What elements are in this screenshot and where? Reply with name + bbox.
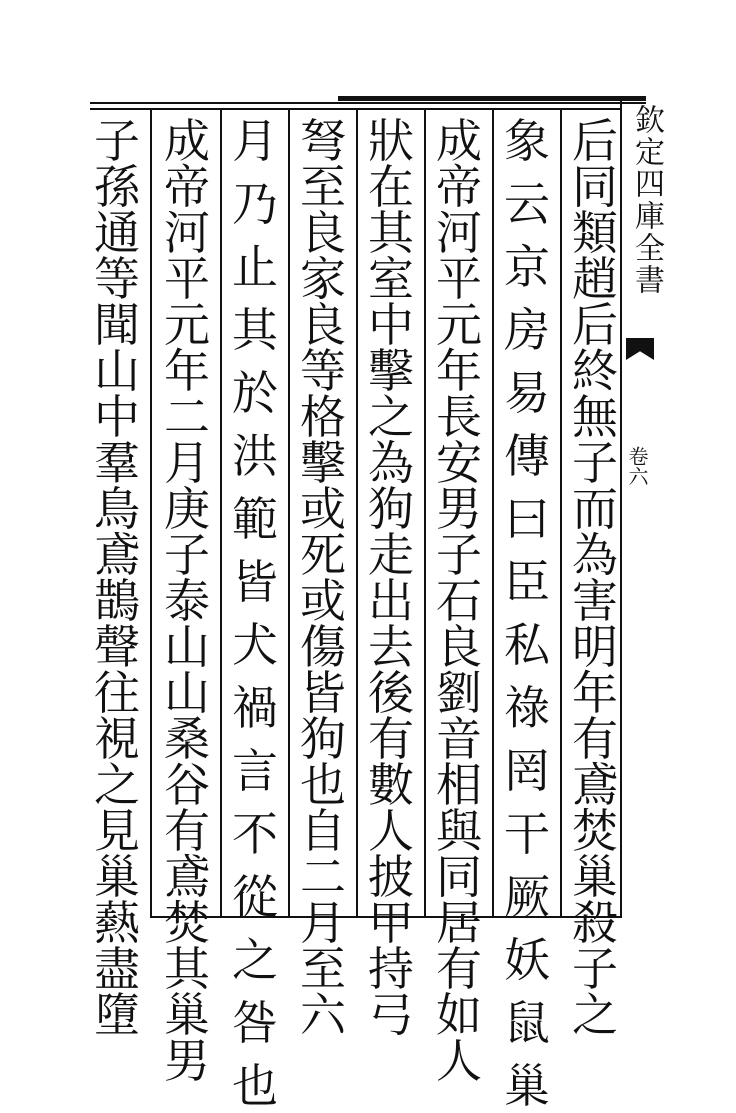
- text-column-3: [430, 114, 488, 1088]
- column-divider: [288, 108, 290, 916]
- column-character: 有: [436, 942, 482, 996]
- column-divider: [492, 108, 494, 916]
- column-character: 男: [436, 482, 482, 536]
- column-character: 子: [94, 114, 140, 168]
- column-character: 終: [572, 344, 618, 398]
- column-character: 之: [572, 988, 618, 1042]
- column-character: 后: [572, 114, 618, 168]
- column-character: 音: [436, 712, 482, 766]
- column-character: 狀: [368, 114, 414, 168]
- text-column-5: [294, 114, 352, 1042]
- fishtail-mark: [626, 338, 654, 360]
- column-character: 孫: [94, 160, 140, 214]
- column-character: 相: [436, 758, 482, 812]
- column-character: 巢: [94, 850, 140, 904]
- column-character: 視: [94, 712, 140, 766]
- column-character: 為: [368, 436, 414, 490]
- column-character: 月: [232, 114, 278, 168]
- column-character: 無: [572, 390, 618, 444]
- column-character: 后: [572, 298, 618, 352]
- column-character: 出: [368, 574, 414, 628]
- column-character: 咎: [232, 996, 278, 1050]
- column-character: 成: [164, 114, 210, 168]
- column-character: 河: [164, 206, 210, 260]
- column-character: 至: [300, 942, 346, 996]
- column-character: 私: [504, 618, 550, 672]
- text-column-1: [566, 114, 624, 1042]
- column-character: 巢: [572, 850, 618, 904]
- column-character: 居: [436, 896, 482, 950]
- column-character: 如: [436, 988, 482, 1042]
- margin-book-title: 欽定四庫全書: [629, 104, 664, 296]
- column-character: 泰: [164, 574, 210, 628]
- column-character: 云: [504, 177, 550, 231]
- column-character: 平: [436, 252, 482, 306]
- column-character: 良: [300, 206, 346, 260]
- column-character: 走: [368, 528, 414, 582]
- column-character: 年: [164, 344, 210, 398]
- column-character: 後: [368, 666, 414, 720]
- column-character: 平: [164, 252, 210, 306]
- column-character: 甲: [368, 896, 414, 950]
- column-character: 中: [94, 390, 140, 444]
- column-character: 六: [300, 988, 346, 1042]
- column-character: 明: [572, 620, 618, 674]
- column-character: 鳥: [94, 482, 140, 536]
- column-character: 鼠: [504, 996, 550, 1050]
- text-column-6: [226, 114, 284, 1113]
- column-character: 房: [504, 303, 550, 357]
- column-character: 死: [300, 528, 346, 582]
- column-character: 巢: [504, 1059, 550, 1113]
- column-character: 或: [300, 574, 346, 628]
- column-character: 厥: [504, 870, 550, 924]
- column-character: 言: [232, 744, 278, 798]
- column-character: 其: [368, 206, 414, 260]
- column-character: 子: [436, 528, 482, 582]
- column-character: 之: [94, 758, 140, 812]
- column-character: 害: [572, 574, 618, 628]
- column-character: 子: [164, 528, 210, 582]
- column-character: 室: [368, 252, 414, 306]
- column-character: 月: [164, 436, 210, 490]
- column-character: 在: [368, 160, 414, 214]
- column-character: 谷: [164, 758, 210, 812]
- column-character: 庚: [164, 482, 210, 536]
- column-character: 與: [436, 804, 482, 858]
- column-divider: [356, 108, 358, 916]
- column-character: 帝: [164, 160, 210, 214]
- column-character: 曰: [504, 492, 550, 546]
- column-character: 石: [436, 574, 482, 628]
- column-character: 見: [94, 804, 140, 858]
- column-character: 良: [436, 620, 482, 674]
- column-character: 象: [504, 114, 550, 168]
- column-character: 等: [300, 344, 346, 398]
- column-character: 良: [300, 298, 346, 352]
- column-character: 止: [232, 240, 278, 294]
- column-character: 臣: [504, 555, 550, 609]
- text-column-7: [158, 114, 216, 1088]
- column-character: 有: [572, 712, 618, 766]
- column-character: 祿: [504, 681, 550, 735]
- column-character: 自: [300, 804, 346, 858]
- column-character: 安: [436, 436, 482, 490]
- column-character: 京: [504, 240, 550, 294]
- column-character: 焚: [164, 896, 210, 950]
- column-character: 河: [436, 206, 482, 260]
- column-character: 羣: [94, 436, 140, 490]
- column-character: 成: [436, 114, 482, 168]
- column-character: 有: [164, 804, 210, 858]
- column-character: 狗: [300, 712, 346, 766]
- column-character: 為: [572, 528, 618, 582]
- column-character: 二: [164, 390, 210, 444]
- column-character: 或: [300, 482, 346, 536]
- column-character: 數: [368, 758, 414, 812]
- column-character: 類: [572, 206, 618, 260]
- column-character: 焚: [572, 804, 618, 858]
- column-character: 子: [572, 942, 618, 996]
- column-character: 不: [232, 807, 278, 861]
- column-character: 禍: [232, 681, 278, 735]
- column-character: 家: [300, 252, 346, 306]
- column-character: 干: [504, 807, 550, 861]
- column-character: 之: [368, 390, 414, 444]
- column-character: 劉: [436, 666, 482, 720]
- column-character: 鳶: [164, 850, 210, 904]
- column-character: 鳶: [94, 528, 140, 582]
- column-character: 同: [436, 850, 482, 904]
- column-character: 長: [436, 390, 482, 444]
- column-character: 傳: [504, 429, 550, 483]
- column-character: 擊: [368, 344, 414, 398]
- text-column-8: [88, 114, 146, 1042]
- column-character: 鳶: [572, 758, 618, 812]
- column-character: 聞: [94, 298, 140, 352]
- column-character: 於: [232, 366, 278, 420]
- top-border-inner: [90, 108, 620, 110]
- column-character: 年: [436, 344, 482, 398]
- column-character: 洪: [232, 429, 278, 483]
- column-character: 爇: [94, 896, 140, 950]
- column-character: 趙: [572, 252, 618, 306]
- column-divider: [424, 108, 426, 916]
- column-character: 二: [300, 850, 346, 904]
- column-character: 往: [94, 666, 140, 720]
- column-character: 等: [94, 252, 140, 306]
- column-character: 有: [368, 712, 414, 766]
- column-character: 桑: [164, 712, 210, 766]
- column-character: 格: [300, 390, 346, 444]
- column-character: 鵲: [94, 574, 140, 628]
- column-character: 人: [368, 804, 414, 858]
- column-character: 弓: [368, 988, 414, 1042]
- column-character: 狗: [368, 482, 414, 536]
- column-character: 其: [164, 942, 210, 996]
- column-character: 從: [232, 870, 278, 924]
- column-character: 其: [232, 303, 278, 357]
- column-character: 巢: [164, 988, 210, 1042]
- column-divider: [150, 108, 152, 916]
- column-character: 而: [572, 482, 618, 536]
- column-character: 也: [232, 1059, 278, 1113]
- column-character: 犬: [232, 618, 278, 672]
- column-character: 至: [300, 160, 346, 214]
- text-column-4: [362, 114, 420, 1042]
- column-character: 傷: [300, 620, 346, 674]
- column-character: 披: [368, 850, 414, 904]
- column-character: 山: [164, 620, 210, 674]
- column-character: 元: [164, 298, 210, 352]
- column-character: 去: [368, 620, 414, 674]
- column-character: 人: [436, 1034, 482, 1088]
- column-character: 也: [300, 758, 346, 812]
- column-character: 山: [164, 666, 210, 720]
- column-character: 殺: [572, 896, 618, 950]
- column-character: 月: [300, 896, 346, 950]
- column-character: 之: [232, 933, 278, 987]
- column-character: 妖: [504, 933, 550, 987]
- column-character: 同: [572, 160, 618, 214]
- column-character: 聲: [94, 620, 140, 674]
- column-character: 年: [572, 666, 618, 720]
- column-character: 通: [94, 206, 140, 260]
- column-character: 乃: [232, 177, 278, 231]
- column-character: 擊: [300, 436, 346, 490]
- column-character: 弩: [300, 114, 346, 168]
- column-character: 男: [164, 1034, 210, 1088]
- column-divider: [560, 108, 562, 916]
- column-character: 皆: [300, 666, 346, 720]
- column-character: 帝: [436, 160, 482, 214]
- top-border-thin: [90, 102, 646, 104]
- column-character: 範: [232, 492, 278, 546]
- column-divider: [220, 108, 222, 916]
- column-character: 皆: [232, 555, 278, 609]
- margin-juan-number: 卷六: [625, 446, 649, 486]
- text-column-2: [498, 114, 556, 1113]
- column-character: 盡: [94, 942, 140, 996]
- column-character: 子: [572, 436, 618, 490]
- column-character: 中: [368, 298, 414, 352]
- top-border-thick: [338, 96, 646, 101]
- column-character: 持: [368, 942, 414, 996]
- column-character: 墮: [94, 988, 140, 1042]
- column-character: 山: [94, 344, 140, 398]
- column-character: 罔: [504, 744, 550, 798]
- column-character: 元: [436, 298, 482, 352]
- column-character: 易: [504, 366, 550, 420]
